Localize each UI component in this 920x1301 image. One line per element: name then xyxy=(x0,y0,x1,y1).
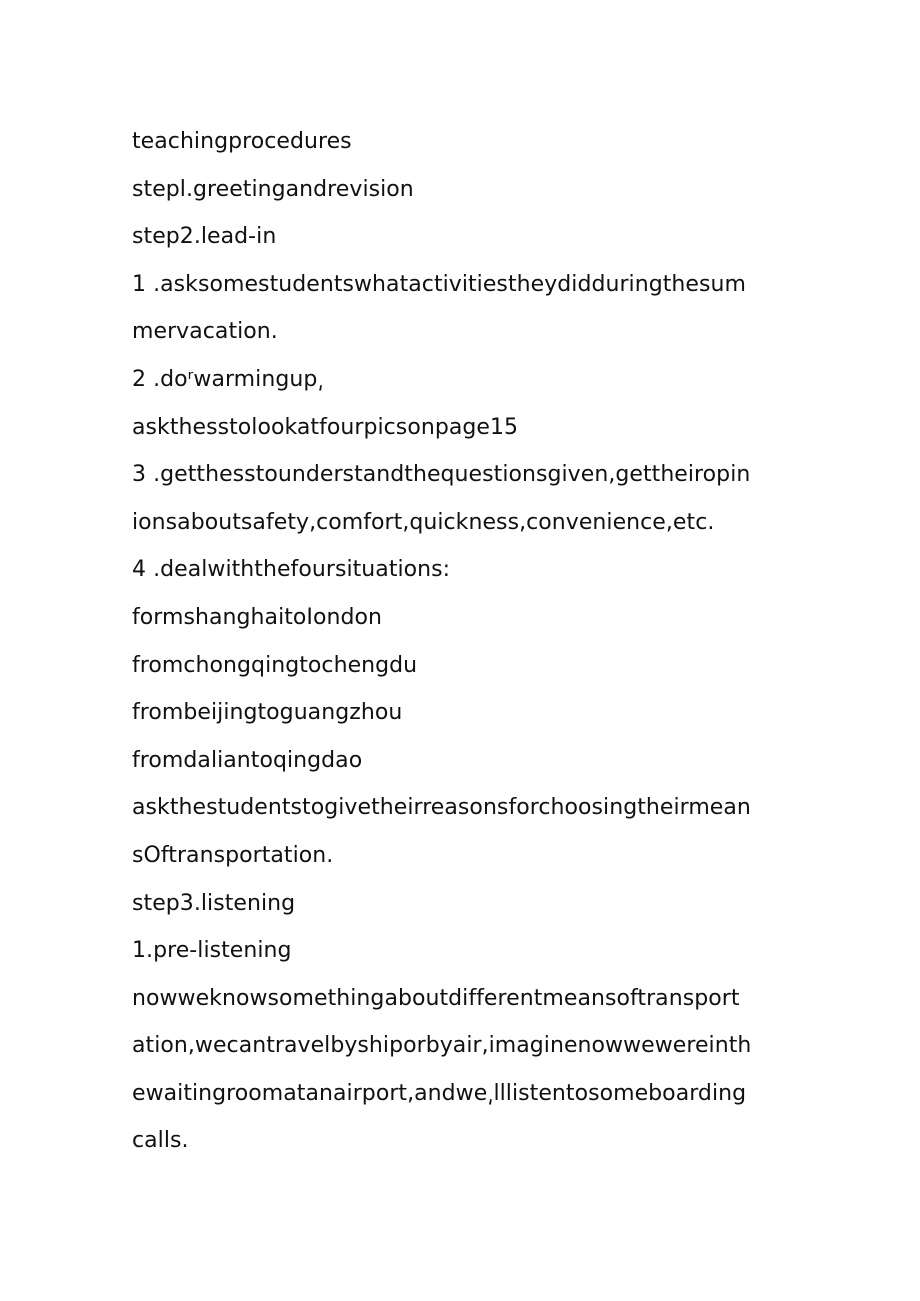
step3-heading: step3.listening xyxy=(132,890,296,916)
text-line: mervacation. xyxy=(132,319,278,345)
text-line: ionsaboutsafety,comfort,quickness,convenience,etc. xyxy=(132,509,715,535)
text-line: 4 .dealwiththefoursituations: xyxy=(132,557,451,583)
text-line: askthesstolookatfourpicsonpage15 xyxy=(132,414,519,440)
route-item: formshanghaitoIondon xyxy=(132,604,382,630)
route-item: fromchongqingtochengdu xyxy=(132,652,418,678)
subheading-pre-listening: 1.pre-listening xyxy=(132,938,292,964)
route-item: frombeijingtoguangzhou xyxy=(132,700,403,726)
route-item: fromdaliantoqingdao xyxy=(132,747,363,773)
text-line: nowweknowsomethingaboutdifferentmeansoftransport xyxy=(132,985,740,1011)
document-body xyxy=(132,118,782,1165)
text-line: 3 .getthesstounderstandthequestionsgiven,gettheiropin xyxy=(132,462,751,488)
step1-heading: stepl.greetingandrevision xyxy=(132,176,414,202)
heading-teaching-procedures: teachingprocedures xyxy=(132,129,352,154)
text-line: ewaitingroomatanairport,andwe͵lllistentosomeboarding xyxy=(132,1080,747,1106)
text-line: 2 .doʳwarmingup͵ xyxy=(132,366,324,392)
text-line: ation,wecantravelbyshiporbyair,imaginenowwewereinth xyxy=(132,1033,752,1059)
text-line: 1 .asksomestudentswhatactivitiestheydidduringthesum xyxy=(132,271,746,297)
text-line: sOftransportation. xyxy=(132,842,334,868)
text-line: askthestudentstogivetheirreasonsforchoosingtheirmean xyxy=(132,795,751,821)
step2-heading: step2.lead-in xyxy=(132,224,277,250)
text-line: calls. xyxy=(132,1128,189,1154)
